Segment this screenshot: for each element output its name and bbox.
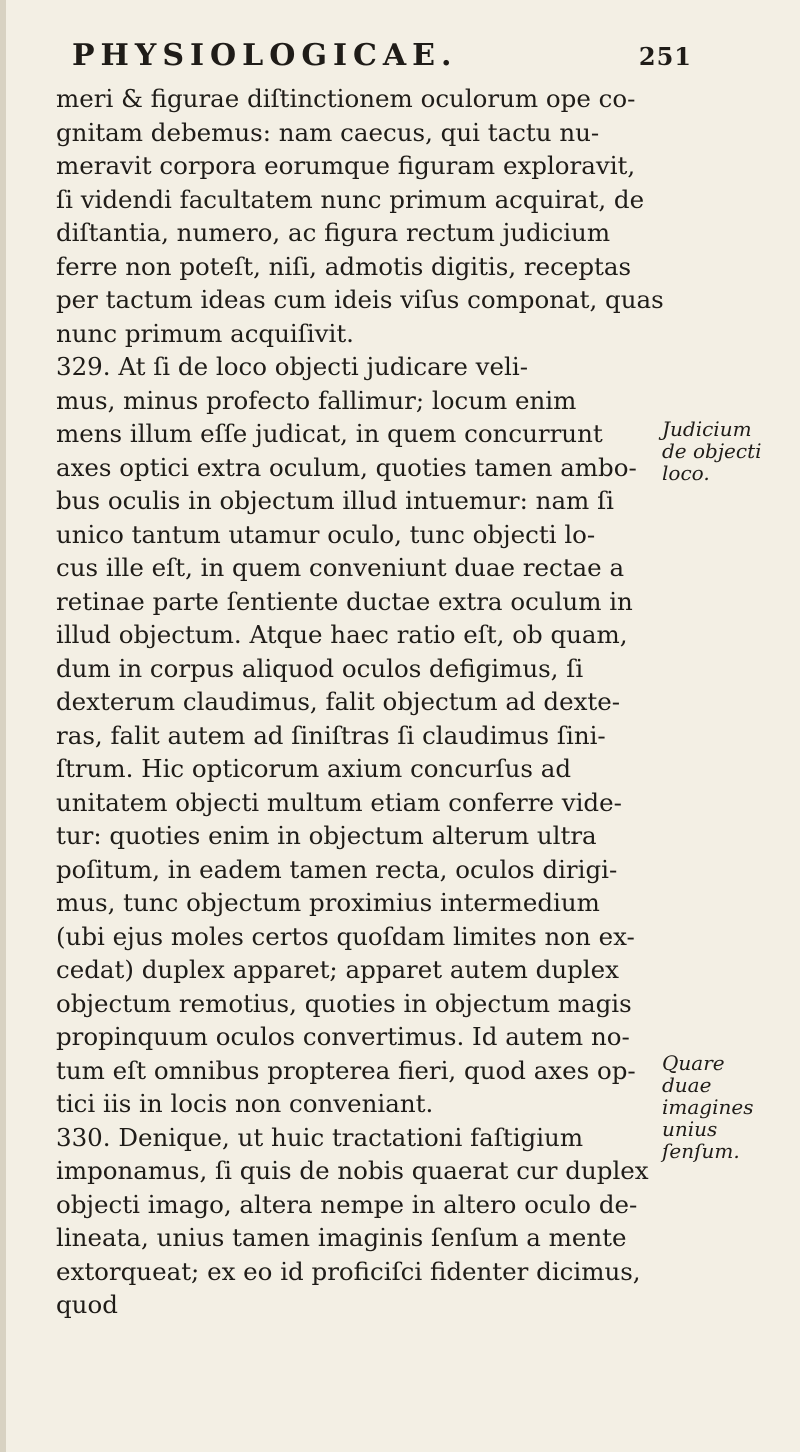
- text-line: dexterum claudimus, falit objectum ad dexte-: [56, 687, 621, 716]
- body-text: [56, 82, 666, 1322]
- text-line: ſtrum. Hic opticorum axium concurſus ad: [56, 754, 572, 783]
- text-line: objecti imago, altera nempe in altero oculo de-: [56, 1189, 638, 1219]
- text-line: (ubi ejus moles certos quoſdam limites non ex-: [56, 921, 635, 951]
- text-line: 329. At ſi de loco objecti judicare veli-: [56, 352, 528, 381]
- text-line: mus, minus profecto fallimur; locum enim: [56, 385, 577, 415]
- text-line: extorqueat; ex eo id proficiſci fidenter dicimus,: [56, 1256, 641, 1286]
- text-line: illud objectum. Atque haec ratio eſt, ob quam,: [56, 620, 628, 649]
- text-line: objectum remotius, quoties in objectum magis: [56, 988, 632, 1018]
- text-line: nunc primum acquiſivit.: [56, 318, 354, 348]
- text-line: diſtantia, numero, ac figura rectum judicium: [56, 218, 611, 247]
- text-line: imponamus, ſi quis de nobis quaerat cur duplex: [56, 1156, 649, 1185]
- text-line: tur: quoties enim in objectum alterum ultra: [56, 821, 597, 850]
- page-header: [72, 38, 692, 73]
- text-line: meri & figurae diſtinctionem oculorum ope co-: [56, 84, 636, 113]
- text-line: quod: [56, 1290, 118, 1319]
- text-line: cus ille eſt, in quem conveniunt duae rectae a: [56, 553, 625, 582]
- margin-note-quare-duae-imagines: Quare duae imagines unius ſenſum.: [662, 1051, 754, 1163]
- text-line: unico tantum utamur oculo, tunc objecti lo-: [56, 519, 596, 549]
- text-line: retinae parte ſentiente ductae extra oculum in: [56, 586, 633, 616]
- text-line: axes optici extra oculum, quoties tamen ambo-: [56, 452, 637, 482]
- text-line: ras, falit autem ad ſiniſtras ſi claudimus ſini-: [56, 720, 606, 750]
- text-line: gnitam debemus: nam caecus, qui tactu nu-: [56, 117, 600, 147]
- text-line: poſitum, in eadem tamen recta, oculos dirigi-: [56, 854, 618, 884]
- text-line: mens illum eſſe judicat, in quem concurrunt: [56, 419, 603, 448]
- text-line: propinquum oculos convertimus. Id autem no-: [56, 1022, 630, 1051]
- text-line: 330. Denique, ut huic tractationi faſtigium: [56, 1122, 584, 1152]
- text-line: tici iis in locis non conveniant.: [56, 1089, 434, 1118]
- page-number: 251: [638, 42, 692, 71]
- text-line: per tactum ideas cum ideis viſus componat, quas: [56, 285, 664, 314]
- text-line: tum eſt omnibus propterea fieri, quod axes op-: [56, 1055, 636, 1085]
- text-line: ferre non poteſt, niſi, admotis digitis, receptas: [56, 251, 632, 281]
- text-line: cedat) duplex apparet; apparet autem duplex: [56, 955, 619, 984]
- margin-note-judicium-de-loco: Judicium de objecti loco.: [662, 417, 762, 485]
- text-line: ſi videndi facultatem nunc primum acquirat, de: [56, 184, 645, 214]
- text-line: bus oculis in objectum illud intuemur: nam ſi: [56, 486, 614, 515]
- scan-edge: [0, 0, 6, 1452]
- text-line: unitatem objecti multum etiam conferre vide-: [56, 787, 622, 817]
- text-line: dum in corpus aliquod oculos defigimus, ſi: [56, 653, 584, 683]
- text-line: lineata, unius tamen imaginis ſenſum a mente: [56, 1223, 627, 1252]
- text-line: mus, tunc objectum proximius intermedium: [56, 888, 600, 917]
- running-head: PHYSIOLOGICAE.: [72, 38, 458, 73]
- text-line: meravit corpora eorumque figuram exploravit,: [56, 151, 636, 180]
